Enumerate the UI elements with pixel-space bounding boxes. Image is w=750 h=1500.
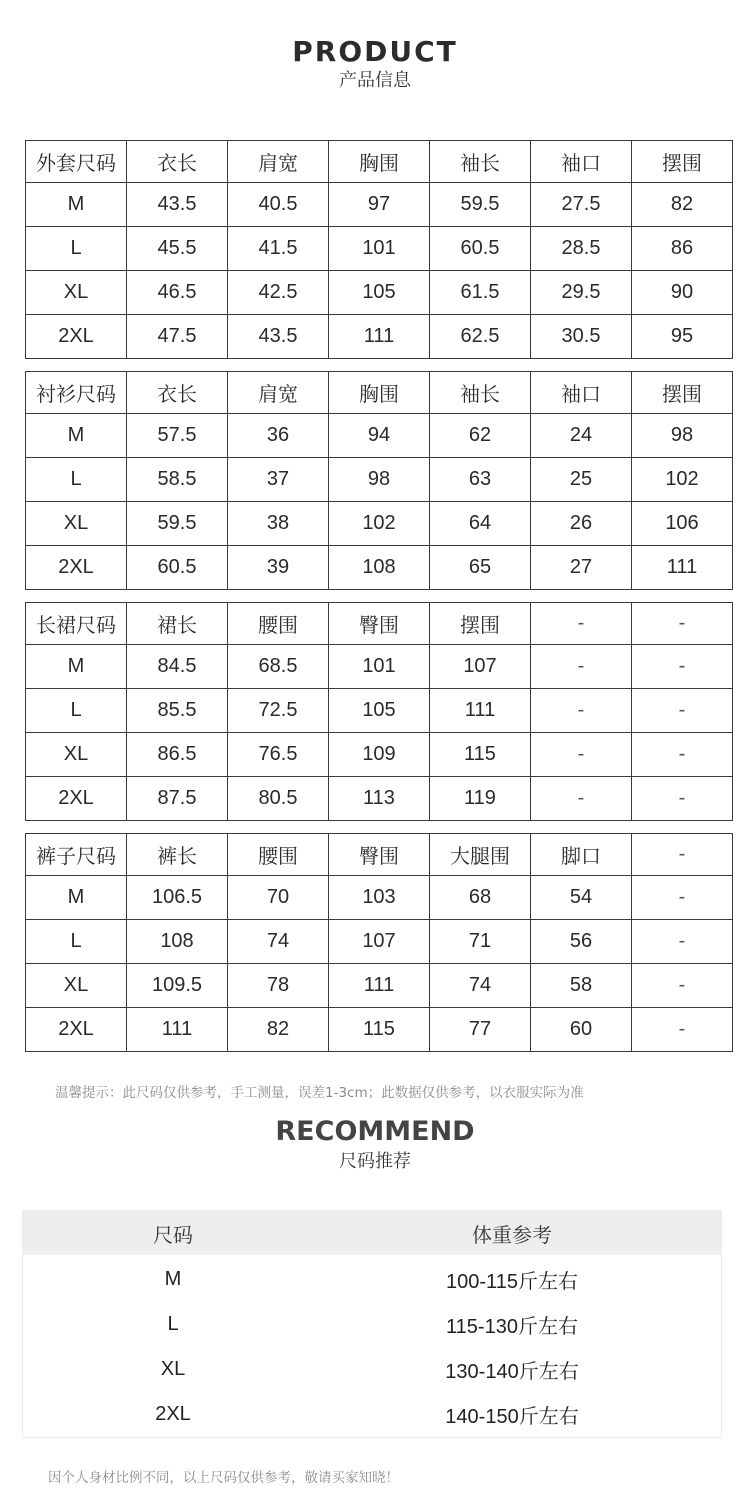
measure-value-cell: 80.5 [228, 777, 329, 821]
measure-value-cell: 85.5 [127, 689, 228, 733]
measure-value-cell: 24 [531, 414, 632, 458]
size-label-cell: XL [26, 502, 127, 546]
measure-value-cell: 105 [329, 271, 430, 315]
measure-column-header: 肩宽 [228, 141, 329, 183]
measure-value-cell: 84.5 [127, 645, 228, 689]
measure-value-cell: 108 [127, 920, 228, 964]
recommend-table [22, 1210, 722, 1438]
recommend-size-cell: L [167, 1313, 179, 1335]
recommend-table-header [23, 1211, 721, 1255]
measure-value-cell: 57.5 [127, 414, 228, 458]
measure-value-cell: 107 [329, 920, 430, 964]
measure-value-cell: 68.5 [228, 645, 329, 689]
measure-value-cell: 109.5 [127, 964, 228, 1008]
measure-value-cell: 39 [228, 546, 329, 590]
measure-value-cell: 46.5 [127, 271, 228, 315]
measure-value-cell: 71 [430, 920, 531, 964]
measure-value-cell: 43.5 [127, 183, 228, 227]
recommend-row [23, 1347, 721, 1392]
measure-column-header: 摆围 [430, 603, 531, 645]
measure-column-header: - [632, 603, 733, 645]
measure-value-cell: 98 [632, 414, 733, 458]
measure-value-cell: 94 [329, 414, 430, 458]
measure-value-cell: - [632, 876, 733, 920]
measure-value-cell: 102 [632, 458, 733, 502]
measure-value-cell: 108 [329, 546, 430, 590]
table-row [26, 271, 733, 315]
size-column-header: 外套尺码 [26, 141, 127, 183]
measure-value-cell: 68 [430, 876, 531, 920]
measure-column-header: - [531, 603, 632, 645]
measure-value-cell: 27 [531, 546, 632, 590]
measure-value-cell: 42.5 [228, 271, 329, 315]
shirt-size-table [25, 371, 733, 590]
recommend-title-cn: 尺码推荐 [339, 1151, 411, 1172]
measure-value-cell: 29.5 [531, 271, 632, 315]
measure-value-cell: 115 [430, 733, 531, 777]
measure-value-cell: 86.5 [127, 733, 228, 777]
measure-column-header: 臀围 [329, 603, 430, 645]
size-label-cell: L [26, 689, 127, 733]
size-column-header: 长裙尺码 [26, 603, 127, 645]
measure-column-header: 脚口 [531, 834, 632, 876]
measure-column-header: 摆围 [632, 372, 733, 414]
recommend-header-size: 尺码 [153, 1222, 193, 1247]
measure-value-cell: 62 [430, 414, 531, 458]
size-label-cell: L [26, 458, 127, 502]
recommend-weight-cell: 115-130斤左右 [446, 1316, 578, 1338]
measure-value-cell: 107 [430, 645, 531, 689]
measure-value-cell: - [531, 733, 632, 777]
measure-value-cell: 36 [228, 414, 329, 458]
measure-value-cell: - [632, 689, 733, 733]
measure-column-header: 胸围 [329, 372, 430, 414]
measure-value-cell: 97 [329, 183, 430, 227]
size-column-header: 裤子尺码 [26, 834, 127, 876]
recommend-row [23, 1302, 721, 1347]
recommend-heading [0, 1118, 750, 1171]
size-disclaimer: 因个人身材比例不同，以上尺码仅供参考，敬请买家知晓！ [48, 1470, 399, 1486]
recommend-size-cell: XL [160, 1358, 186, 1380]
table-row [26, 458, 733, 502]
measure-value-cell: 38 [228, 502, 329, 546]
measure-column-header: 袖长 [430, 141, 531, 183]
measure-value-cell: 86 [632, 227, 733, 271]
measure-value-cell: 87.5 [127, 777, 228, 821]
table-row [26, 546, 733, 590]
skirt-size-table [25, 602, 733, 821]
measure-value-cell: 82 [632, 183, 733, 227]
measure-value-cell: 111 [430, 689, 531, 733]
table-row [26, 183, 733, 227]
measure-column-header: 袖长 [430, 372, 531, 414]
measure-value-cell: 106.5 [127, 876, 228, 920]
size-label-cell: M [26, 645, 127, 689]
size-label-cell: XL [26, 964, 127, 1008]
size-label-cell: L [26, 920, 127, 964]
table-row [26, 1008, 733, 1052]
measure-value-cell: 90 [632, 271, 733, 315]
measure-value-cell: - [632, 1008, 733, 1052]
measure-value-cell: 60 [531, 1008, 632, 1052]
size-label-cell: 2XL [26, 315, 127, 359]
measure-value-cell: 77 [430, 1008, 531, 1052]
measure-value-cell: - [632, 733, 733, 777]
size-label-cell: 2XL [26, 546, 127, 590]
measure-column-header: 大腿围 [430, 834, 531, 876]
table-row [26, 777, 733, 821]
measurement-tip: 温馨提示：此尺码仅供参考，手工测量，误差1-3cm；此数据仅供参考，以衣服实际为准 [55, 1085, 584, 1101]
measure-value-cell: 41.5 [228, 227, 329, 271]
measure-column-header: - [632, 834, 733, 876]
jacket-size-table [25, 140, 733, 359]
measure-value-cell: 27.5 [531, 183, 632, 227]
product-title-cn: 产品信息 [339, 70, 411, 91]
pants-size-table [25, 833, 733, 1052]
size-label-cell: XL [26, 271, 127, 315]
measure-value-cell: 111 [329, 315, 430, 359]
table-row [26, 876, 733, 920]
size-label-cell: XL [26, 733, 127, 777]
measure-value-cell: 95 [632, 315, 733, 359]
table-row [26, 733, 733, 777]
table-row [26, 414, 733, 458]
recommend-weight-cell: 100-115斤左右 [446, 1271, 578, 1293]
table-header-row [26, 603, 733, 645]
measure-value-cell: - [632, 645, 733, 689]
table-row [26, 920, 733, 964]
measure-value-cell: 101 [329, 645, 430, 689]
measure-value-cell: 74 [228, 920, 329, 964]
product-heading [0, 35, 750, 91]
size-column-header: 衬衫尺码 [26, 372, 127, 414]
measure-value-cell: 26 [531, 502, 632, 546]
measure-value-cell: 106 [632, 502, 733, 546]
recommend-header-weight: 体重参考 [472, 1222, 552, 1247]
recommend-row [23, 1257, 721, 1302]
measure-value-cell: 62.5 [430, 315, 531, 359]
measure-column-header: 衣长 [127, 372, 228, 414]
measure-value-cell: - [632, 777, 733, 821]
measure-value-cell: 60.5 [127, 546, 228, 590]
table-row [26, 964, 733, 1008]
measure-value-cell: 102 [329, 502, 430, 546]
measure-column-header: 衣长 [127, 141, 228, 183]
measure-value-cell: 59.5 [430, 183, 531, 227]
size-label-cell: M [26, 183, 127, 227]
measure-value-cell: 59.5 [127, 502, 228, 546]
measure-value-cell: 40.5 [228, 183, 329, 227]
measure-value-cell: 61.5 [430, 271, 531, 315]
recommend-table-body [23, 1255, 721, 1437]
measure-value-cell: 45.5 [127, 227, 228, 271]
measure-value-cell: 72.5 [228, 689, 329, 733]
recommend-title-en: RECOMMEND [275, 1116, 475, 1147]
table-row [26, 689, 733, 733]
recommend-weight-cell: 140-150斤左右 [445, 1406, 579, 1428]
measure-value-cell: - [531, 689, 632, 733]
measure-value-cell: 37 [228, 458, 329, 502]
measure-value-cell: 115 [329, 1008, 430, 1052]
measure-value-cell: 82 [228, 1008, 329, 1052]
measure-value-cell: 113 [329, 777, 430, 821]
measure-value-cell: 58.5 [127, 458, 228, 502]
measure-value-cell: 64 [430, 502, 531, 546]
measure-value-cell: 25 [531, 458, 632, 502]
recommend-weight-cell: 130-140斤左右 [445, 1361, 579, 1383]
size-label-cell: M [26, 414, 127, 458]
measure-value-cell: 47.5 [127, 315, 228, 359]
measure-value-cell: 58 [531, 964, 632, 1008]
measure-value-cell: 74 [430, 964, 531, 1008]
measure-value-cell: 70 [228, 876, 329, 920]
measure-value-cell: 101 [329, 227, 430, 271]
measure-column-header: 袖口 [531, 372, 632, 414]
table-row [26, 315, 733, 359]
measure-value-cell: 56 [531, 920, 632, 964]
table-row [26, 502, 733, 546]
table-row [26, 227, 733, 271]
measure-value-cell: 54 [531, 876, 632, 920]
measure-value-cell: 98 [329, 458, 430, 502]
measure-value-cell: 111 [329, 964, 430, 1008]
table-header-row [26, 834, 733, 876]
measure-value-cell: 63 [430, 458, 531, 502]
measure-value-cell: 119 [430, 777, 531, 821]
measure-value-cell: 78 [228, 964, 329, 1008]
measure-column-header: 裙长 [127, 603, 228, 645]
measure-value-cell: - [632, 964, 733, 1008]
measure-value-cell: 43.5 [228, 315, 329, 359]
product-title-en: PRODUCT [292, 35, 458, 68]
measure-value-cell: 28.5 [531, 227, 632, 271]
recommend-size-cell: M [164, 1268, 182, 1290]
measure-value-cell: 30.5 [531, 315, 632, 359]
measure-value-cell: 76.5 [228, 733, 329, 777]
measure-value-cell: 65 [430, 546, 531, 590]
measure-value-cell: 103 [329, 876, 430, 920]
measure-value-cell: - [632, 920, 733, 964]
measure-value-cell: 111 [127, 1008, 228, 1052]
measure-column-header: 肩宽 [228, 372, 329, 414]
recommend-size-cell: 2XL [155, 1403, 191, 1425]
measure-value-cell: 111 [632, 546, 733, 590]
table-header-row [26, 372, 733, 414]
measure-value-cell: - [531, 777, 632, 821]
size-label-cell: L [26, 227, 127, 271]
measure-value-cell: 109 [329, 733, 430, 777]
measure-column-header: 袖口 [531, 141, 632, 183]
measure-column-header: 腰围 [228, 603, 329, 645]
size-label-cell: 2XL [26, 777, 127, 821]
table-row [26, 645, 733, 689]
recommend-row [23, 1392, 721, 1437]
size-label-cell: M [26, 876, 127, 920]
measure-value-cell: 60.5 [430, 227, 531, 271]
measure-value-cell: - [531, 645, 632, 689]
measure-column-header: 摆围 [632, 141, 733, 183]
size-label-cell: 2XL [26, 1008, 127, 1052]
measure-column-header: 裤长 [127, 834, 228, 876]
measure-value-cell: 105 [329, 689, 430, 733]
measure-column-header: 腰围 [228, 834, 329, 876]
table-header-row [26, 141, 733, 183]
measure-column-header: 臀围 [329, 834, 430, 876]
measure-column-header: 胸围 [329, 141, 430, 183]
